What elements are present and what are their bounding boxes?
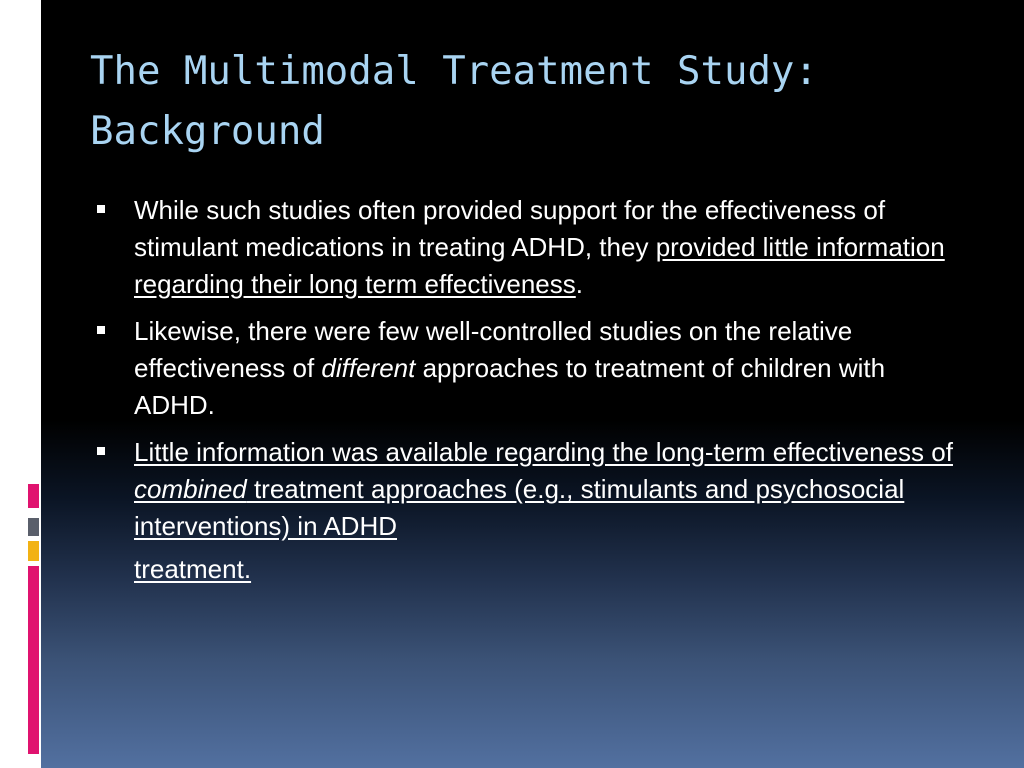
square-bullet-icon (97, 326, 105, 334)
bullet-3-text-italic: combined (134, 474, 247, 504)
accent-bar-yellow (28, 541, 39, 561)
slide-title: The Multimodal Treatment Study: Background (90, 49, 818, 154)
bullet-list (97, 192, 967, 598)
bullet-2-text-italic: different (321, 353, 416, 383)
bullet-2-text-b: approaches to treatment of children with ADHD. (134, 353, 886, 420)
bullet-2-text-a: Likewise, there were few well-controlled studies on the relative effectiveness of (134, 316, 853, 383)
bullet-1-text-underlined: provided little information regarding their long term effectiveness (134, 232, 945, 299)
square-bullet-icon (97, 205, 105, 213)
accent-bar-pink-long (28, 566, 39, 754)
bullet-3-text-a: Little information was available regarding the long-term effectiveness of (134, 437, 953, 467)
bullet-1-text-a: While such studies often provided support for the effectiveness of stimulant medications in treating ADHD, they (134, 195, 886, 262)
bullet-3-text-b: treatment approaches (e.g., stimulants and psychosocial interventions) in ADHD (134, 474, 905, 541)
accent-bar-gray (28, 518, 39, 536)
accent-bar-pink-top (28, 484, 39, 508)
bullet-item-2 (97, 313, 967, 424)
bullet-item-1 (97, 192, 967, 303)
square-bullet-icon (97, 447, 105, 455)
bullet-item-3 (97, 434, 967, 588)
bullet-1-text-period: . (575, 269, 583, 299)
bullet-3-text-last-line: treatment. (134, 554, 252, 584)
